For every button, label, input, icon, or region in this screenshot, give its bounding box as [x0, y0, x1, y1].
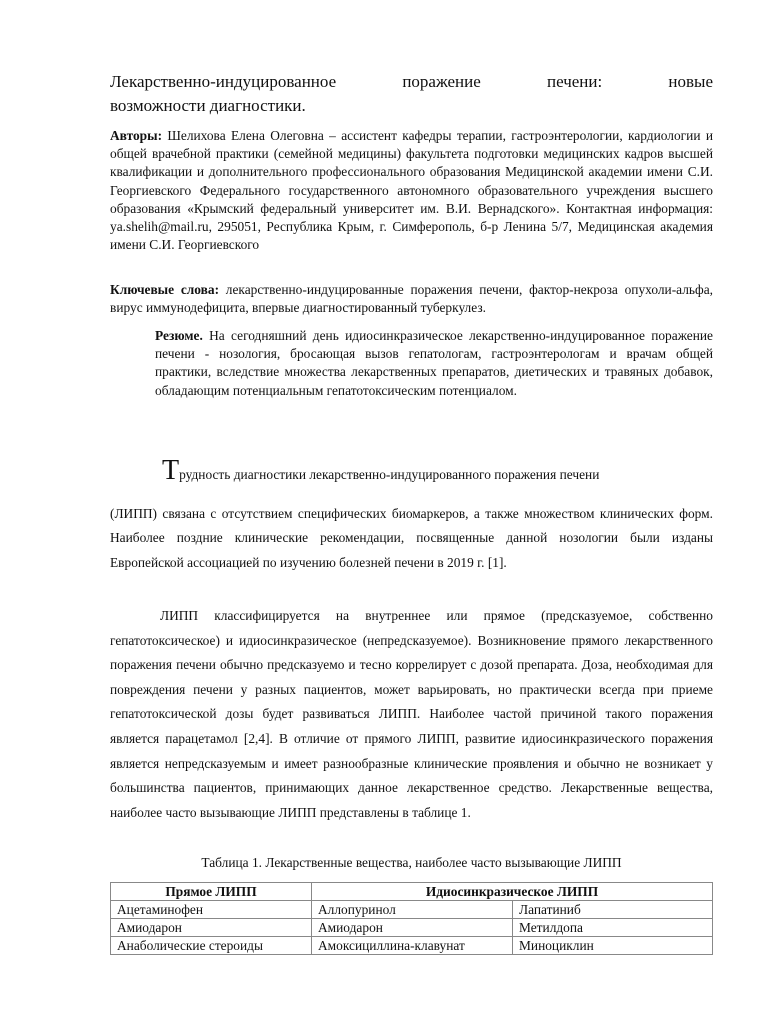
drugs-table — [110, 882, 713, 955]
body-paragraph-2: ЛИПП классифицируется на внутреннее или прямое (предсказуемое, собственно гепатотоксическое) и идиосинкразическое (непредсказуемое). Возникновение прямого лекарственного поражения печени обычно предсказуемо и тесно коррелирует с дозой препарата. Доза, необходимая для повреждения печени у разных пациентов, может варьировать, но практически всегда при приеме гепатотоксической дозы будет развиваться ЛИПП. Наиболее частой причиной такого поражения является парацетамол [2,4]. В отличие от прямого ЛИПП, развитие идиосинкразического поражения является непредсказуемым и имеет разнообразные клинические проявления и обычно не возникает у большинства пациентов, принимающих данное лекарственное средство. Лекарственные вещества, наиболее часто вызывающие ЛИПП представлены в таблице 1. — [110, 608, 713, 820]
authors-paragraph — [110, 127, 713, 254]
article-title — [110, 70, 713, 118]
first-line — [162, 457, 599, 488]
table-cell: Аллопуринол — [312, 901, 513, 919]
header-idiosyncratic: Идиосинкразическое ЛИПП — [312, 883, 713, 901]
resume-label: Резюме. — [155, 328, 203, 343]
paragraph-1-rest: (ЛИПП) связана с отсутствием специфических биомаркеров, а также множеством клинических форм. Наиболее поздние клинические рекомендации, посвященные данной нозологии были изданы Европейской ассоциацией по изучению болезней печени в 2019 г. [1]. — [110, 505, 713, 570]
title-line-2: возможности диагностики. — [110, 96, 306, 115]
table-cell: Амиодарон — [312, 919, 513, 937]
table-header-row — [111, 883, 713, 901]
header-direct: Прямое ЛИПП — [111, 883, 312, 901]
table-cell: Лапатиниб — [513, 901, 713, 919]
table-cell: Амоксициллина-клавунат — [312, 937, 513, 955]
body-paragraph-1 — [110, 457, 713, 575]
authors-label: Авторы: — [110, 128, 163, 143]
table-row — [111, 937, 713, 955]
table-cell: Анаболические стероиды — [111, 937, 312, 955]
table-cell: Амиодарон — [111, 919, 312, 937]
title-line-1: Лекарственно-индуцированное поражение печени: новые — [110, 72, 713, 91]
drop-cap: Т — [162, 455, 180, 486]
table-row — [111, 919, 713, 937]
resume-paragraph — [155, 327, 713, 400]
line-gap — [110, 488, 713, 502]
table-cell: Миноциклин — [513, 937, 713, 955]
keywords-label: Ключевые слова: — [110, 282, 220, 297]
table-row — [111, 901, 713, 919]
resume-text: На сегодняшний день идиосинкразическое лекарственно-индуцированное поражение печени - нозология, бросающая вызов гепатологам, гастроэнтерологам и врачам общей практики, вследствие множества лекарственных препаратов, диетических и травяных добавок, обладающим потенциальным гепатотоксическим потенциалом. — [155, 328, 713, 398]
table-cell: Метилдопа — [513, 919, 713, 937]
authors-text: Шелихова Елена Олеговна – ассистент кафедры терапии, гастроэнтерологии, кардиологии и общей врачебной практики (семейной медицины) факультета подготовки медицинских кадров высшей квалификации и дополнительного профессионального образования Медицинской академии имени С.И. Георгиевского Федерального государственного автономного образовательного учреждения высшего образования «Крымский федеральный университет им. В.И. Вернадского». Контактная информация: ya.shelih@mail.ru, 295051, Республика Крым, г. Симферополь, б-р Ленина 5/7, Медицинская академия имени С.И. Георгиевского — [110, 128, 713, 253]
keywords-paragraph — [110, 281, 713, 317]
keywords-text: лекарственно-индуцированные поражения печени, фактор-некроза опухоли-альфа, вирус иммунодефицита, впервые диагностированный туберкулез. — [110, 282, 713, 316]
table-cell: Ацетаминофен — [111, 901, 312, 919]
table-caption: Таблица 1. Лекарственные вещества, наиболее часто вызывающие ЛИПП — [201, 855, 622, 870]
first-line-text: рудность диагностики лекарственно-индуцированного поражения печени — [179, 467, 600, 482]
